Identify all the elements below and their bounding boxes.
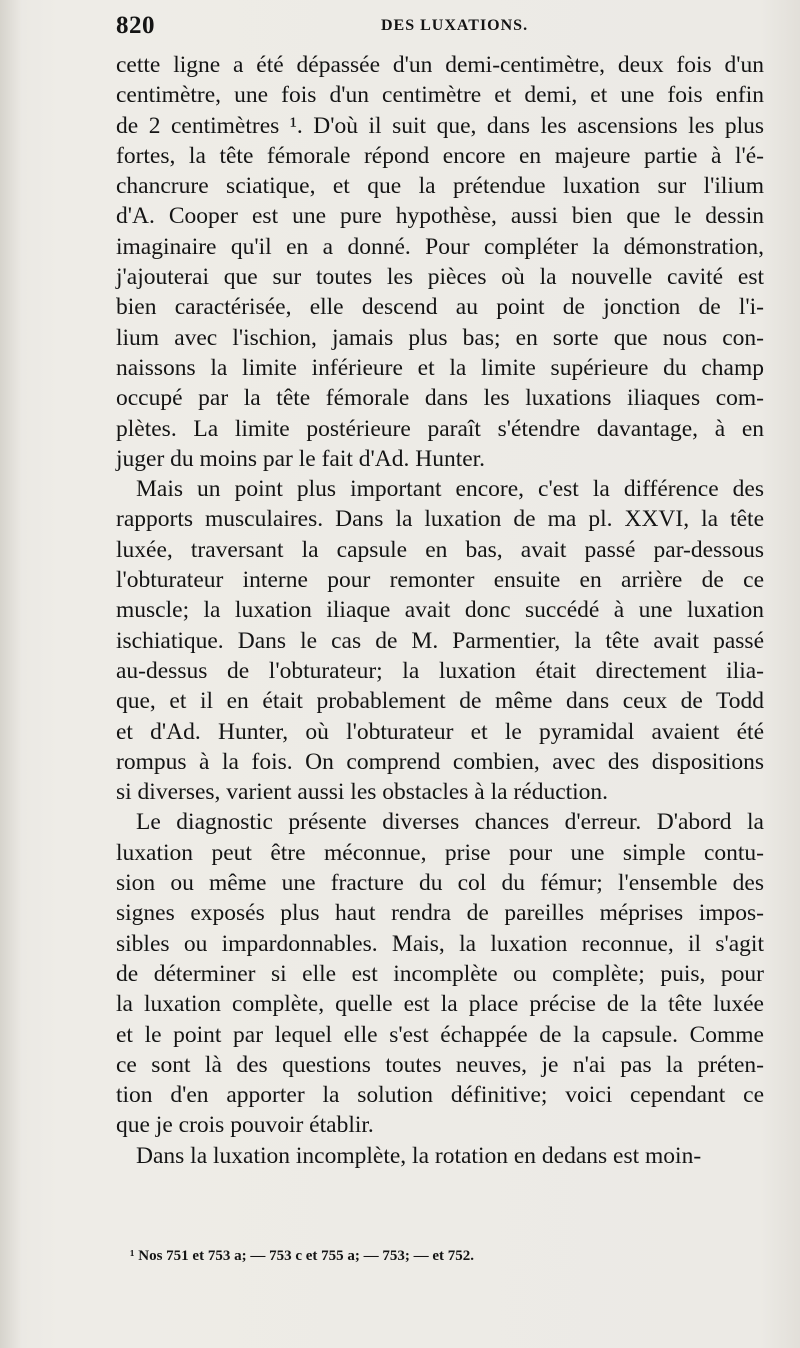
text-line: ischiatique. Dans le cas de M. Parmentier, la tête avait passé — [116, 627, 764, 654]
text-line: que je crois pouvoir établir. — [116, 1112, 374, 1139]
text-line: imaginaire qu'il en a donné. Pour compléter la démonstration, — [116, 233, 764, 260]
text-line: signes exposés plus haut rendra de pareilles méprises impos- — [116, 900, 764, 927]
text-line: sion ou même une fracture du col du fémur; l'ensemble des — [116, 870, 764, 897]
text-line: occupé par la tête fémorale dans les luxations iliaques com- — [116, 385, 764, 412]
text-line: au-dessus de l'obturateur; la luxation était directement ilia- — [116, 657, 764, 684]
text-line: et d'Ad. Hunter, où l'obturateur et le pyramidal avaient été — [116, 718, 764, 745]
text-line: de déterminer si elle est incomplète ou complète; puis, pour — [116, 960, 764, 987]
text-line: si diverses, varient aussi les obstacles à la réduction. — [116, 779, 609, 806]
body-text — [116, 50, 764, 1171]
text-line: la luxation complète, quelle est la place précise de la tête luxée — [116, 991, 764, 1018]
text-line: bien caractérisée, elle descend au point de jonction de l'i- — [116, 294, 764, 321]
text-line: rompus à la fois. On comprend combien, avec des dispositions — [116, 748, 764, 775]
footnote: ¹ Nos 751 et 753 a; — 753 c et 755 a; — 753; — et 752. — [130, 1248, 475, 1264]
page-header — [116, 10, 766, 40]
text-line: Le diagnostic présente diverses chances d'erreur. D'abord la — [136, 809, 764, 836]
text-line: ce sont là des questions toutes neuves, je n'ai pas la préten- — [116, 1051, 764, 1078]
text-line: rapports musculaires. Dans la luxation de ma pl. XXVI, la tête — [116, 506, 764, 533]
text-line: luxée, traversant la capsule en bas, avait passé par-dessous — [116, 536, 764, 563]
text-line: de 2 centimètres ¹. D'où il suit que, dans les ascensions les plus — [116, 112, 764, 139]
text-line: naissons la limite inférieure et la limite supérieure du champ — [116, 354, 764, 381]
text-line: Dans la luxation incomplète, la rotation en dedans est moin- — [136, 1142, 702, 1169]
text-line: juger du moins par le fait d'Ad. Hunter. — [116, 445, 486, 472]
text-line: fortes, la tête fémorale répond encore en majeure partie à l'é- — [116, 142, 764, 169]
text-line: centimètre, une fois d'un centimètre et demi, et une fois enfin — [116, 82, 764, 109]
running-head: DES LUXATIONS. — [381, 17, 529, 34]
text-line: lium avec l'ischion, jamais plus bas; en sorte que nous con- — [116, 324, 764, 351]
text-line: tion d'en apporter la solution définitive; voici cependant ce — [116, 1082, 764, 1109]
text-line: muscle; la luxation iliaque avait donc succédé à une luxation — [116, 597, 764, 624]
text-line: que, et il en était probablement de même dans ceux de Todd — [116, 688, 764, 715]
text-line: chancrure sciatique, et que la prétendue luxation sur l'ilium — [116, 173, 764, 200]
text-line: d'A. Cooper est une pure hypothèse, aussi bien que le dessin — [116, 203, 764, 230]
page-number: 820 — [116, 12, 155, 39]
text-line: plètes. La limite postérieure paraît s'étendre davantage, à en — [116, 415, 764, 442]
text-line: sibles ou impardonnables. Mais, la luxation reconnue, il s'agit — [116, 930, 764, 957]
text-line: luxation peut être méconnue, prise pour une simple contu- — [116, 839, 764, 866]
text-line: l'obturateur interne pour remonter ensuite en arrière de ce — [116, 567, 764, 594]
text-line: Mais un point plus important encore, c'est la différence des — [136, 476, 764, 503]
text-line: j'ajouterai que sur toutes les pièces où la nouvelle cavité est — [116, 264, 764, 291]
text-line: cette ligne a été dépassée d'un demi-centimètre, deux fois d'un — [116, 52, 764, 78]
text-line: et le point par lequel elle s'est échappée de la capsule. Comme — [116, 1021, 764, 1048]
